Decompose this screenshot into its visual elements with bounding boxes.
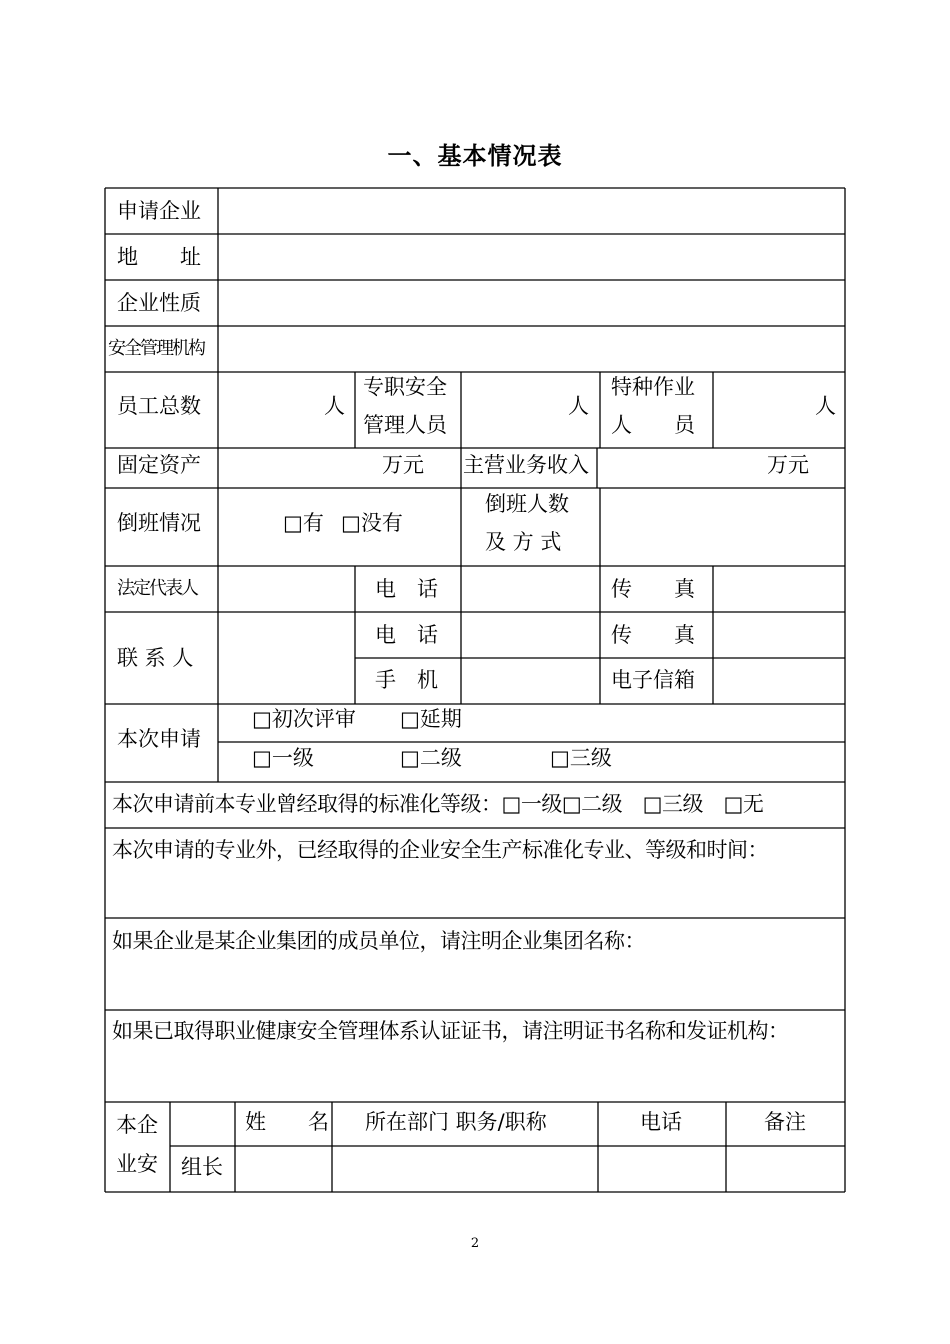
label-special-workers-line1: 特种作业: [611, 375, 695, 399]
label-legal-rep-phone: 电 话: [375, 577, 438, 601]
application-level2-checkbox[interactable]: □二级: [400, 746, 462, 770]
label-contact: 联 系 人: [117, 646, 194, 670]
label-contact-phone: 电 话: [375, 623, 438, 647]
label-shift-count-line1: 倒班人数: [485, 492, 569, 516]
header-phone: 电话: [640, 1110, 682, 1134]
header-remark: 备注: [764, 1110, 806, 1134]
label-contact-email: 电子信箱: [611, 668, 695, 692]
label-team-line2: 业安: [116, 1152, 158, 1176]
label-team-line1: 本企: [116, 1113, 158, 1137]
other-majors-line: 本次申请的专业外，已经取得的企业安全生产标准化专业、等级和时间：: [112, 838, 768, 862]
application-level1-checkbox[interactable]: □一级: [252, 746, 314, 770]
safety-staff-unit: 人: [568, 394, 589, 418]
main-revenue-unit: 万元: [767, 453, 809, 477]
label-applicant: 申请企业: [117, 199, 201, 223]
label-application: 本次申请: [117, 727, 201, 751]
label-legal-rep: 法定代表人: [117, 578, 197, 599]
page-number: 2: [470, 1236, 480, 1251]
label-special-workers-line2: 人 员: [611, 413, 695, 437]
label-legal-rep-fax: 传 真: [611, 577, 695, 601]
certificate-line: 如果已取得职业健康安全管理体系认证证书，请注明证书名称和发证机构：: [112, 1019, 789, 1043]
application-initial-checkbox[interactable]: □初次评审: [252, 707, 356, 731]
label-address: 地 址: [117, 245, 201, 269]
label-safety-staff-line1: 专职安全: [363, 375, 447, 399]
fixed-assets-unit: 万元: [382, 453, 424, 477]
page-title: 一、基本情况表: [387, 142, 563, 170]
employees-unit: 人: [324, 394, 345, 418]
special-workers-unit: 人: [815, 394, 836, 418]
header-name: 姓 名: [245, 1110, 329, 1134]
shift-no-checkbox[interactable]: □没有: [341, 511, 403, 535]
application-level3-checkbox[interactable]: □三级: [550, 746, 612, 770]
label-main-revenue: 主营业务收入: [463, 453, 589, 477]
header-dept-title: 所在部门 职务/职称: [365, 1110, 547, 1134]
label-contact-mobile: 手 机: [375, 668, 438, 692]
shift-yes-checkbox[interactable]: □有: [283, 511, 324, 535]
group-line: 如果企业是某企业集团的成员单位，请注明企业集团名称：: [112, 929, 645, 953]
label-shift: 倒班情况: [117, 511, 201, 535]
label-nature: 企业性质: [117, 291, 201, 315]
label-leader: 组长: [181, 1155, 223, 1179]
label-shift-count-line2: 及 方 式: [485, 530, 562, 554]
previous-level-line: 本次申请前本专业曾经取得的标准化等级：□一级□二级 □三级 □无: [112, 792, 764, 816]
application-extend-checkbox[interactable]: □延期: [400, 707, 462, 731]
label-employees: 员工总数: [117, 394, 201, 418]
label-safety-staff-line2: 管理人员: [363, 413, 447, 437]
label-safety-org: 安全管理机构: [108, 338, 204, 359]
label-fixed-assets: 固定资产: [117, 453, 201, 477]
label-contact-fax: 传 真: [611, 623, 695, 647]
